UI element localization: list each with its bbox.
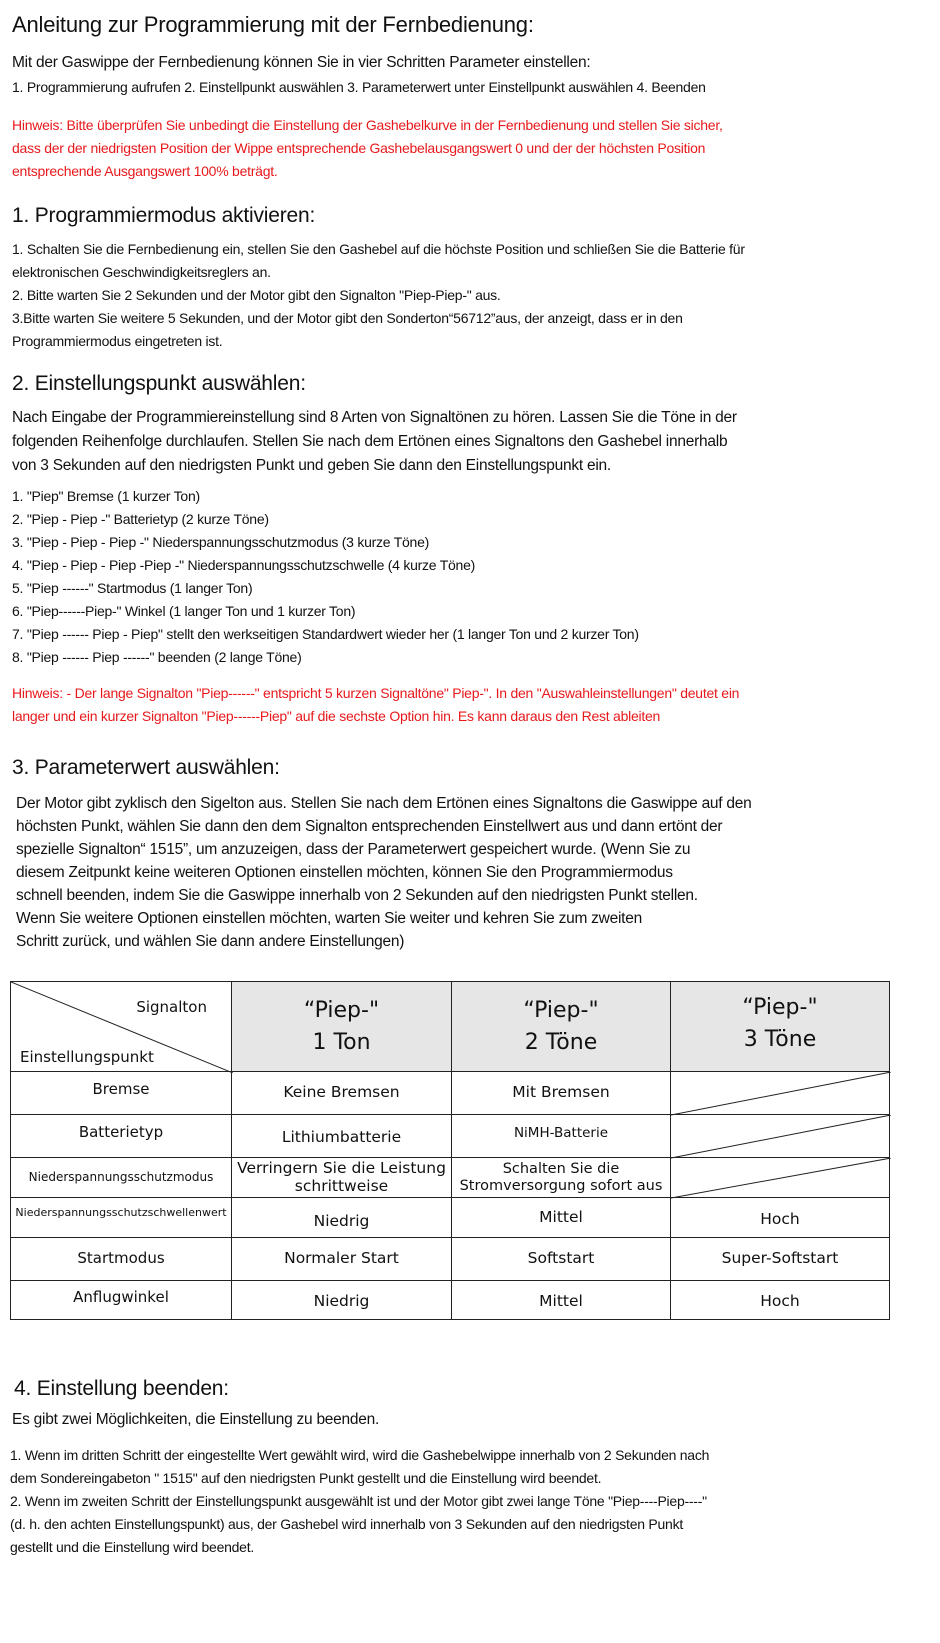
table-cell: Schalten Sie die Stromversorgung sofort aus xyxy=(451,1157,671,1198)
table-cell: Keine Bremsen xyxy=(231,1071,452,1115)
section3-line: schnell beenden, indem Sie die Gaswippe innerhalb von 2 Sekunden auf den niedrigsten Punkt stellen. xyxy=(16,887,698,904)
table-row-label: Batterietyp xyxy=(10,1114,232,1158)
column-header xyxy=(451,981,671,1072)
table-cell: Normaler Start xyxy=(231,1237,452,1281)
table-cell: Mittel xyxy=(451,1280,671,1320)
table-cell: Niedrig xyxy=(231,1197,452,1238)
table-cell-empty xyxy=(670,1071,890,1115)
section1-line: 1. Schalten Sie die Fernbedienung ein, stellen Sie den Gashebel auf die höchste Position und schließen Sie die Batterie für xyxy=(12,241,745,257)
section4-line: (d. h. den achten Einstellungspunkt) aus, der Gashebel wird innerhalb von 3 Sekunden auf den niedrigsten Punkt xyxy=(10,1516,683,1532)
column-header xyxy=(670,981,890,1072)
intro-steps: 1. Programmierung aufrufen 2. Einstellpunkt auswählen 3. Parameterwert unter Einstellpunkt auswählen 4. Beenden xyxy=(12,79,706,95)
list-item: 4. "Piep - Piep - Piep -Piep -" Niederspannungsschutzschwelle (4 kurze Töne) xyxy=(12,557,476,573)
section1-heading: 1. Programmiermodus aktivieren: xyxy=(12,204,316,227)
section1-line: 3.Bitte warten Sie weitere 5 Sekunden, und der Motor gibt den Sonderton“56712”aus, der anzeigt, dass er in den xyxy=(12,310,683,326)
table-row-label: Startmodus xyxy=(10,1237,232,1281)
corner-label-signal: Signalton xyxy=(136,998,207,1016)
section3-line: diesem Zeitpunkt keine weiteren Optionen einstellen möchten, können Sie den Programmiermodus xyxy=(16,864,673,881)
list-item: 7. "Piep ------ Piep - Piep" stellt den werkseitigen Standardwert wieder her (1 langer Ton und 2 kurzer Ton) xyxy=(12,626,639,642)
table-cell: Hoch xyxy=(670,1197,890,1238)
slash-line-icon xyxy=(671,1072,891,1116)
column-header xyxy=(231,981,452,1072)
section3-line: Der Motor gibt zyklisch den Sigelton aus. Stellen Sie nach dem Ertönen eines Signaltons die Gaswippe auf den xyxy=(16,795,752,812)
table-row-label: Bremse xyxy=(10,1071,232,1115)
section3-heading: 3. Parameterwert auswählen: xyxy=(12,756,280,779)
page-title: Anleitung zur Programmierung mit der Fernbedienung: xyxy=(12,12,534,37)
list-item: 6. "Piep------Piep-" Winkel (1 langer Ton und 1 kurzer Ton) xyxy=(12,603,356,619)
parameter-table xyxy=(10,981,890,1320)
table-row-label: Niederspannungsschutzmodus xyxy=(10,1157,232,1198)
table-cell: Hoch xyxy=(670,1280,890,1320)
notice-line: Hinweis: - Der lange Signalton "Piep------" entspricht 5 kurzen Signaltöne" Piep-". In den "Auswahleinstellungen" deutet ein xyxy=(12,685,740,701)
notice-line: Hinweis: Bitte überprüfen Sie unbedingt die Einstellung der Gashebelkurve in der Fernbedienung und stellen Sie sicher, xyxy=(12,117,723,133)
corner-label-setting: Einstellungspunkt xyxy=(20,1047,154,1066)
table-cell: Niedrig xyxy=(231,1280,452,1320)
table-cell: Softstart xyxy=(451,1237,671,1281)
list-item: 3. "Piep - Piep - Piep -" Niederspannungsschutzmodus (3 kurze Töne) xyxy=(12,534,430,550)
section2-heading: 2. Einstellungspunkt auswählen: xyxy=(12,372,306,395)
table-cell: Verringern Sie die Leistung schrittweise xyxy=(231,1157,452,1198)
section4-line: 1. Wenn im dritten Schritt der eingestellte Wert gewählt wird, wird die Gashebelwippe innerhalb von 2 Sekunden nach xyxy=(10,1447,710,1463)
table-row-label: Niederspannungsschutzschwellenwert xyxy=(10,1197,232,1238)
section2-line: von 3 Sekunden auf den niedrigsten Punkt und geben Sie dann den Einstellungspunkt ein. xyxy=(12,457,611,474)
table-cell: Mit Bremsen xyxy=(451,1071,671,1115)
section1-line: 2. Bitte warten Sie 2 Sekunden und der Motor gibt den Signalton "Piep-Piep-" aus. xyxy=(12,287,501,303)
section1-line: elektronischen Geschwindigkeitsreglers an. xyxy=(12,264,271,280)
section4-line: 2. Wenn im zweiten Schritt der Einstellungspunkt ausgewählt ist und der Motor gibt zwei lange Töne "Piep----Piep----" xyxy=(10,1493,707,1509)
section3-line: spezielle Signalton“ 1515”, um anzuzeigen, dass der Parameterwert gespeichert wurde. (Wenn Sie zu xyxy=(16,841,691,858)
column-header-count: 1 Ton xyxy=(312,1029,371,1055)
list-item: 2. "Piep - Piep -" Batterietyp (2 kurze Töne) xyxy=(12,511,269,527)
intro-text: Mit der Gaswippe der Fernbedienung können Sie in vier Schritten Parameter einstellen: xyxy=(12,54,591,71)
table-cell: Super-Softstart xyxy=(670,1237,890,1281)
table-cell: Lithiumbatterie xyxy=(231,1114,452,1158)
section4-line: gestellt und die Einstellung wird beendet. xyxy=(10,1539,255,1555)
list-item: 1. "Piep" Bremse (1 kurzer Ton) xyxy=(12,488,200,504)
list-item: 5. "Piep ------" Startmodus (1 langer Ton) xyxy=(12,580,253,596)
notice-line: langer und ein kurzer Signalton "Piep------Piep" auf die sechste Option hin. Es kann daraus den Rest ableiten xyxy=(12,708,661,724)
column-header-count: 3 Töne xyxy=(743,1026,817,1052)
table-corner-cell xyxy=(10,981,232,1072)
table-cell: NiMH-Batterie xyxy=(451,1114,671,1158)
section3-line: höchsten Punkt, wählen Sie dann den dem Signalton entsprechenden Einstellwert aus und dann ertönt der xyxy=(16,818,723,835)
section4-heading: 4. Einstellung beenden: xyxy=(14,1377,229,1400)
table-cell-empty xyxy=(670,1114,890,1158)
table-cell: Mittel xyxy=(451,1197,671,1238)
section3-line: Wenn Sie weitere Optionen einstellen möchten, warten Sie weiter und kehren Sie zum zweiten xyxy=(16,910,642,927)
section2-line: Nach Eingabe der Programmiereinstellung sind 8 Arten von Signaltönen zu hören. Lassen Sie die Töne in der xyxy=(12,409,737,426)
section2-line: folgenden Reihenfolge durchlaufen. Stellen Sie nach dem Ertönen eines Signaltons den Gashebel innerhalb xyxy=(12,433,728,450)
slash-line-icon xyxy=(671,1115,891,1159)
column-header-count: 2 Töne xyxy=(524,1029,598,1055)
notice-line: dass der der niedrigsten Position der Wippe entsprechende Gashebelausgangswert 0 und der der höchsten Position xyxy=(12,140,706,156)
section1-line: Programmiermodus eingetreten ist. xyxy=(12,333,223,349)
slash-line-icon xyxy=(671,1158,891,1199)
section4-line: dem Sondereingabeton " 1515" auf den niedrigsten Punkt gestellt und die Einstellung wird beendet. xyxy=(10,1470,602,1486)
table-cell-empty xyxy=(670,1157,890,1198)
list-item: 8. "Piep ------ Piep ------" beenden (2 lange Töne) xyxy=(12,649,302,665)
table-row-label: Anflugwinkel xyxy=(10,1280,232,1320)
column-header-tone: “Piep-" xyxy=(742,994,818,1020)
column-header-tone: “Piep-" xyxy=(523,997,599,1023)
notice-line: entsprechende Ausgangswert 100% beträgt. xyxy=(12,163,278,179)
column-header-tone: “Piep-" xyxy=(303,997,380,1023)
section4-intro: Es gibt zwei Möglichkeiten, die Einstellung zu beenden. xyxy=(12,1411,380,1428)
section3-line: Schritt zurück, und wählen Sie dann andere Einstellungen) xyxy=(16,933,405,950)
